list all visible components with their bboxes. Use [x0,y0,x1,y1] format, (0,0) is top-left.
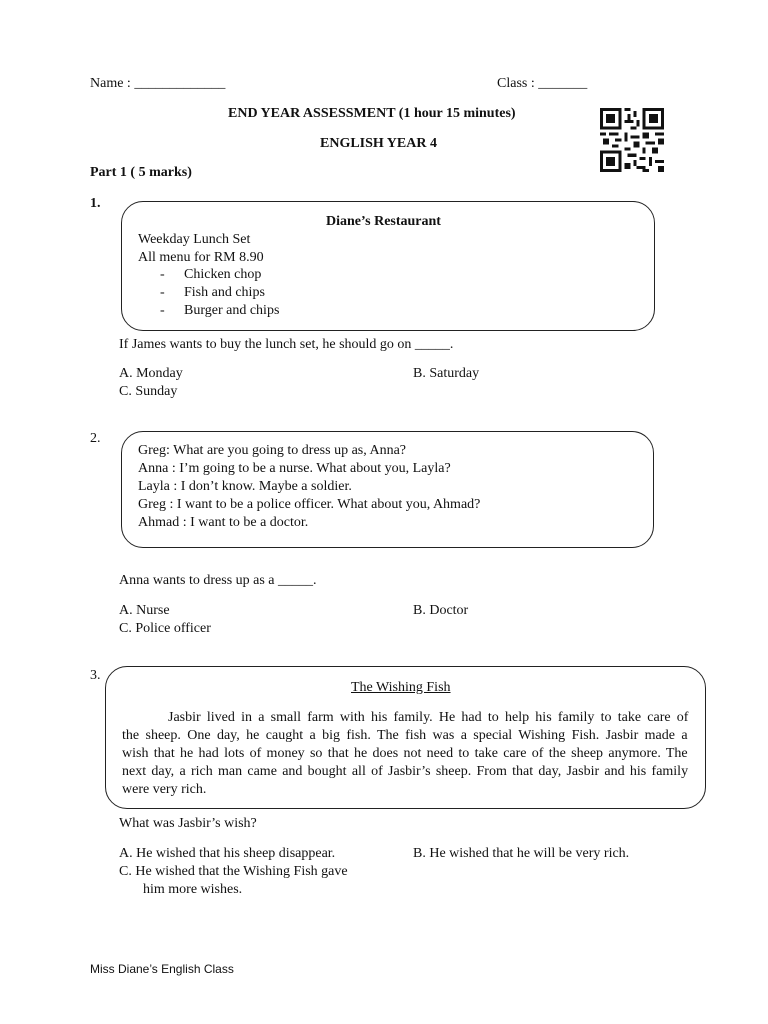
q1-option-b[interactable]: B. Saturday [413,366,480,381]
q2-option-b[interactable]: B. Doctor [413,603,469,618]
q2-dialogue-line: Greg: What are you going to dress up as, Anna? [138,443,407,458]
q3-option-a[interactable]: A. He wished that his sheep disappear. [119,846,336,861]
q1-restaurant-name: Diane’s Restaurant [326,214,441,229]
q3-story-line: Jasbir lived in a small farm with his family. He had to help his family to take care of [168,710,689,725]
q3-story-line: wish that he had lots of money so that he does not need to take care of the sheep anymore. The [122,746,688,761]
q1-number: 1. [90,196,101,211]
name-field: Name : _____________ [90,76,226,91]
footer-text: Miss Diane’s English Class [90,962,234,976]
q1-menu-line: Weekday Lunch Set [138,232,251,247]
qr-code-icon [600,108,664,172]
assessment-title: END YEAR ASSESSMENT (1 hour 15 minutes) [228,106,516,121]
q3-question: What was Jasbir’s wish? [119,816,257,831]
part-heading: Part 1 ( 5 marks) [90,165,192,180]
q2-number: 2. [90,431,101,446]
q3-option-c[interactable]: C. He wished that the Wishing Fish gave [119,864,348,879]
q1-menu-line: All menu for RM 8.90 [138,250,264,265]
q2-option-a[interactable]: A. Nurse [119,603,170,618]
q3-story-line: next day, a rich man came and bought all of Jasbir’s sheep. From that day, Jasbir and his family [122,764,689,779]
q2-dialogue-line: Layla : I don’t know. Maybe a soldier. [138,479,352,494]
q3-story-line: the sheep. One day, he caught a big fish. The fish was a special Wishing Fish. Jasbir made a [122,728,688,743]
q3-story-title: The Wishing Fish [351,680,451,695]
q2-dialogue-line: Greg : I want to be a police officer. What about you, Ahmad? [138,497,481,512]
q3-story-line: were very rich. [122,782,207,797]
q2-option-c[interactable]: C. Police officer [119,621,211,636]
subject-title: ENGLISH YEAR 4 [320,136,437,151]
q1-menu-item: - Fish and chips [160,285,265,300]
q1-menu-item: - Chicken chop [160,267,262,282]
q1-question: If James wants to buy the lunch set, he should go on _____. [119,337,454,352]
q2-dialogue-line: Anna : I’m going to be a nurse. What about you, Layla? [138,461,451,476]
q2-question: Anna wants to dress up as a _____. [119,573,317,588]
q3-option-c-continued[interactable]: him more wishes. [143,882,243,897]
q2-dialogue-line: Ahmad : I want to be a doctor. [138,515,309,530]
q1-option-a[interactable]: A. Monday [119,366,183,381]
q1-menu-item: - Burger and chips [160,303,280,318]
q3-option-b[interactable]: B. He wished that he will be very rich. [413,846,630,861]
q1-option-c[interactable]: C. Sunday [119,384,178,399]
class-field: Class : _______ [497,76,588,91]
q3-number: 3. [90,668,101,683]
